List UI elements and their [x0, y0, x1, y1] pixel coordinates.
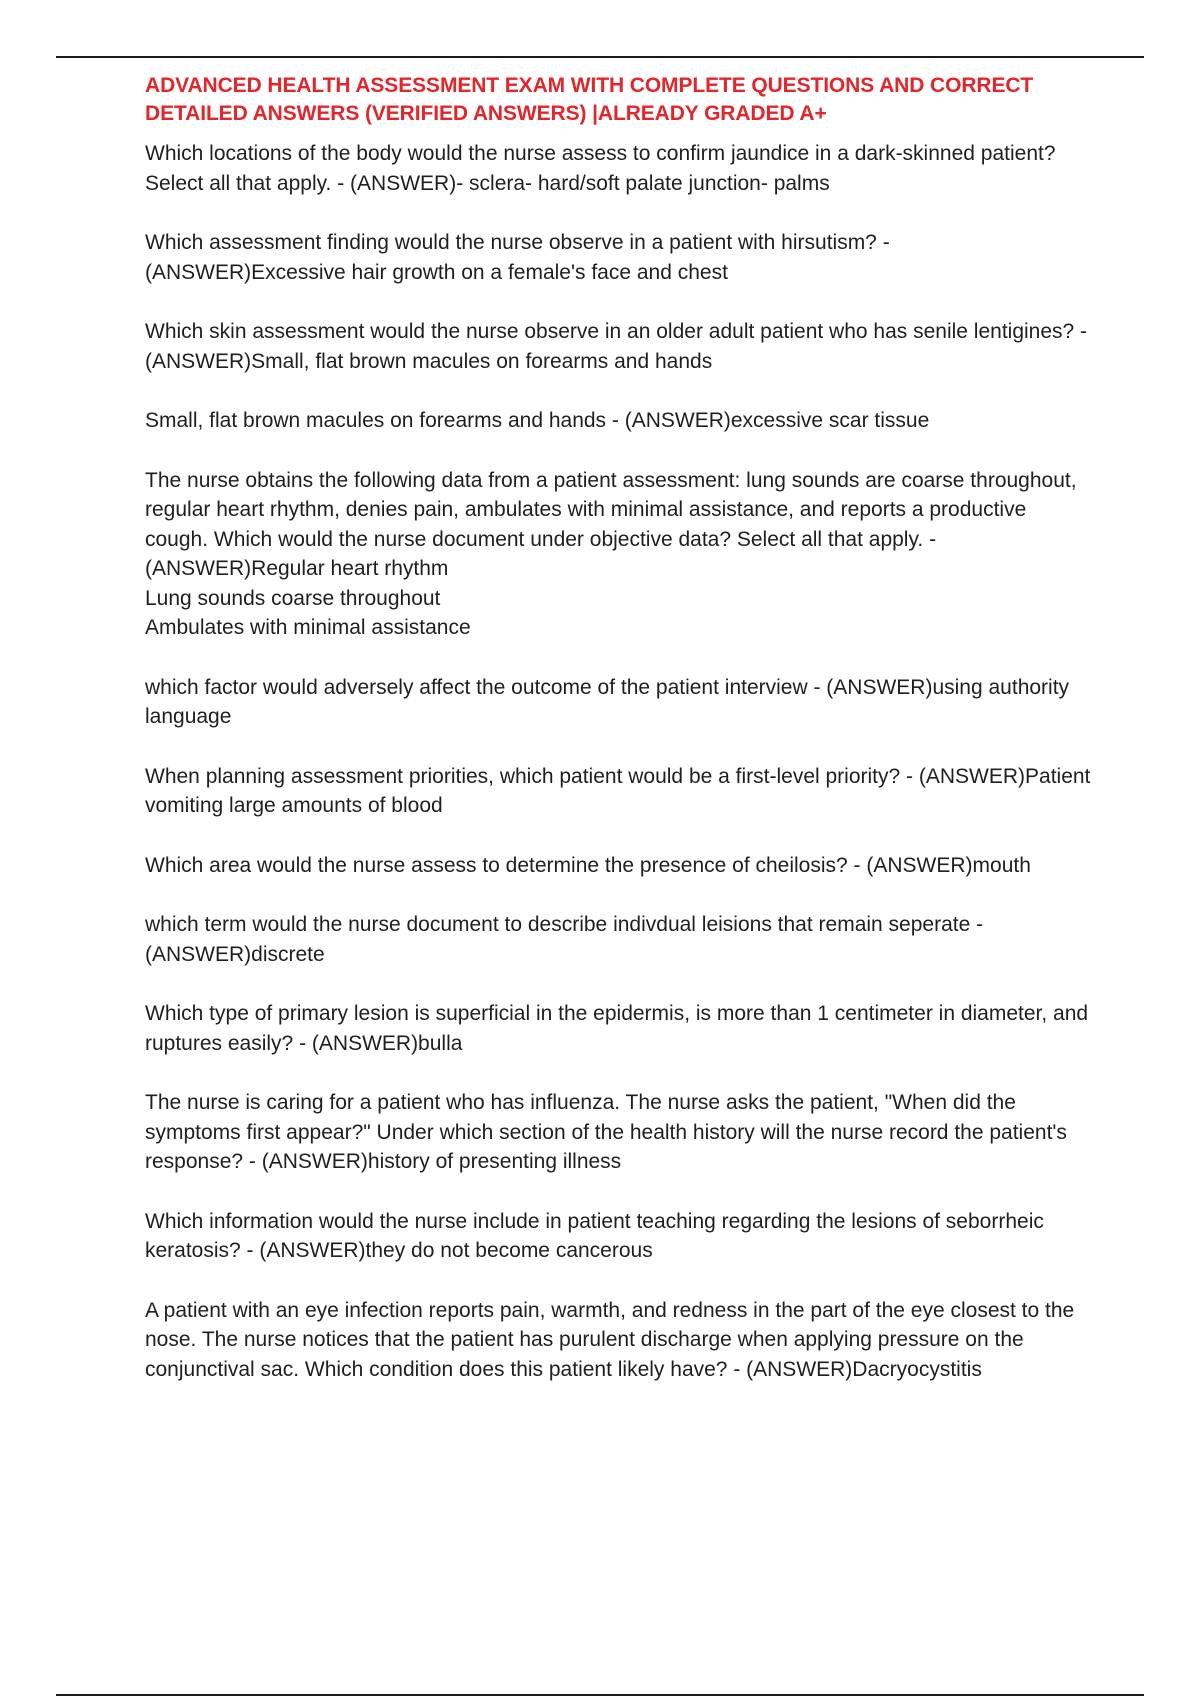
qa-item: which factor would adversely affect the outcome of the patient interview - (ANSWER)using authority language [145, 675, 1070, 728]
qa-item: Small, flat brown macules on forearms and hands - (ANSWER)excessive scar tissue [145, 409, 930, 432]
qa-item: A patient with an eye infection reports pain, warmth, and redness in the part of the eye closest to the nose. The nurse notices that the patient has purulent discharge when applying pressure on the conjunctival sac. Which condition does this patient likely have? - (ANSWER)Dacryocystitis [145, 1298, 1075, 1381]
document-body [145, 72, 1095, 1414]
qa-item: Which locations of the body would the nurse assess to confirm jaundice in a dark-skinned patient? Select all that apply. - (ANSWER)- sclera- hard/soft palate junction- palms [145, 142, 1056, 195]
qa-item: which term would the nurse document to describe indivdual leisions that remain seperate - (ANSWER)discrete [145, 913, 984, 966]
qa-item: Which type of primary lesion is superficial in the epidermis, is more than 1 centimeter in diameter, and ruptures easily? - (ANSWER)bulla [145, 1002, 1089, 1055]
top-rule [56, 56, 1144, 58]
qa-item: When planning assessment priorities, which patient would be a first-level priority? - (ANSWER)Patient vomiting large amounts of blood [145, 764, 1091, 817]
qa-item: Which assessment finding would the nurse observe in a patient with hirsutism? - (ANSWER)Excessive hair growth on a female's face and chest [145, 231, 890, 284]
bottom-rule [56, 1694, 1144, 1696]
qa-item: The nurse obtains the following data from a patient assessment: lung sounds are coarse throughout, regular heart rhythm, denies pain, ambulates with minimal assistance, and reports a productive cough. Which would the nurse document under objective data? Select all that apply. - (ANSWER)Regular heart rhythm Lung sounds coarse throughout Ambulates with minimal assistance [145, 468, 1077, 639]
qa-item: The nurse is caring for a patient who has influenza. The nurse asks the patient, "When did the symptoms first appear?" Under which section of the health history will the nurse record the patient's response? - (ANSWER)history of presenting illness [145, 1091, 1067, 1173]
qa-item: Which skin assessment would the nurse observe in an older adult patient who has senile lentigines? - (ANSWER)Small, flat brown macules on forearms and hands [145, 320, 1088, 373]
document-title: ADVANCED HEALTH ASSESSMENT EXAM WITH COMPLETE QUESTIONS AND CORRECT DETAILED ANSWERS (VERIFIED ANSWERS) |ALREADY GRADED A+ [145, 74, 1034, 125]
qa-item: Which information would the nurse include in patient teaching regarding the lesions of seborrheic keratosis? - (ANSWER)they do not become cancerous [145, 1209, 1044, 1262]
qa-item: Which area would the nurse assess to determine the presence of cheilosis? - (ANSWER)mouth [145, 853, 1031, 877]
